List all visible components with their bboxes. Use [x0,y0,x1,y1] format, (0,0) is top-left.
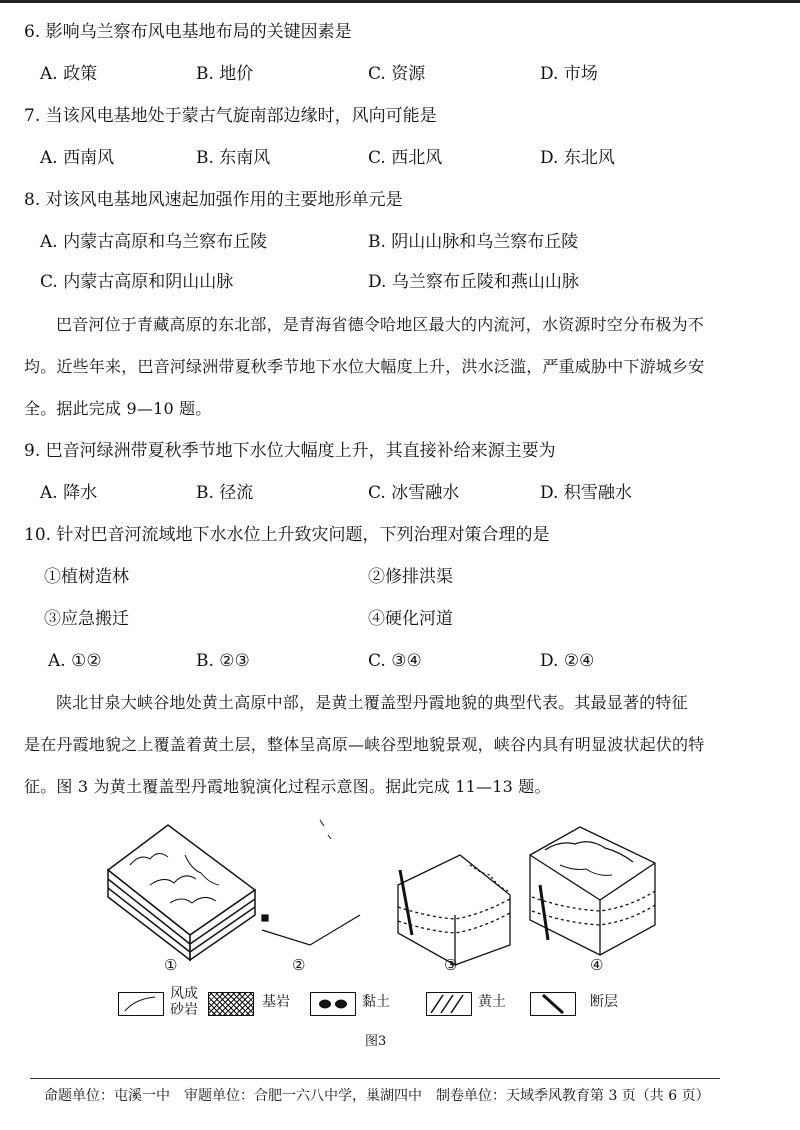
item-10-2: ②修排洪渠 [368,567,453,587]
passage-2-line-2: 是在丹霞地貌之上覆盖着黄土层，整体呈高原—峡谷型地貌景观，峡谷内具有明显波状起伏的特 [24,735,705,754]
option-8a: A. 内蒙古高原和乌兰察布丘陵 [40,232,268,252]
option-8d: D. 乌兰察布丘陵和燕山山脉 [368,272,579,292]
panel-label-4: ④ [590,956,604,974]
fault-pattern-icon [530,992,576,1016]
option-9a: A. 降水 [40,483,98,503]
legend-label-sandstone-2: 砂岩 [170,1002,198,1018]
option-7b: B. 东南风 [196,148,271,168]
passage-2-line-3: 征。图 3 为黄土覆盖型丹霞地貌演化过程示意图。据此完成 11—13 题。 [24,777,551,796]
page-footer: 命题单位：屯溪一中 审题单位：合肥一六八中学，巢湖四中 制卷单位：天域季风教育第 3 页（共 6 页） [44,1088,710,1104]
option-8b: B. 阴山山脉和乌兰察布丘陵 [368,232,579,252]
legend-label-sandstone-1: 风成 [170,986,198,1002]
passage-1-line-3: 全。据此完成 9—10 题。 [24,399,212,418]
option-7d: D. 东北风 [540,148,615,168]
figure-caption: 图3 [365,1034,387,1049]
option-10d: D. ②④ [540,651,595,671]
panel-label-3: ③ [444,956,458,974]
option-6c: C. 资源 [368,64,426,84]
bedrock-pattern-icon [208,992,254,1016]
panel-2-block [262,820,360,945]
panel-label-1: ① [164,956,178,974]
option-6b: B. 地价 [196,64,254,84]
question-6: 6. 影响乌兰察布风电基地布局的关键因素是 [24,22,352,42]
option-7a: A. 西南风 [40,148,115,168]
option-10b: B. ②③ [196,651,250,671]
passage-1-line-1: 巴音河位于青藏高原的东北部，是青海省德令哈地区最大的内流河，水资源时空分布极为不 [56,315,705,334]
option-8c: C. 内蒙古高原和阴山山脉 [40,272,234,292]
loess-pattern-icon [426,992,472,1016]
footer-rule [30,1078,720,1079]
top-rule [0,0,800,3]
passage-2-line-1: 陕北甘泉大峡谷地处黄土高原中部，是黄土覆盖型丹霞地貌的典型代表。其最显著的特征 [56,693,688,712]
option-9b: B. 径流 [196,483,254,503]
option-7c: C. 西北风 [368,148,443,168]
passage-1-line-2: 均。近些年来，巴音河绿洲带夏秋季节地下水位大幅度上升，洪水泛滥，严重威胁中下游城乡安 [24,357,705,376]
legend-label-clay: 黏土 [362,994,390,1010]
option-10c: C. ③④ [368,651,422,671]
legend-label-fault: 断层 [590,994,618,1010]
question-8: 8. 对该风电基地风速起加强作用的主要地形单元是 [24,190,403,210]
panel-3-block [398,855,510,965]
option-9c: C. 冰雪融水 [368,483,460,503]
question-9: 9. 巴音河绿洲带夏秋季节地下水位大幅度上升，其直接补给来源主要为 [24,441,556,461]
clay-pattern-icon [310,992,356,1016]
panel-1-block [108,825,255,960]
item-10-3: ③应急搬迁 [44,609,129,629]
option-10a: A. ①② [48,651,102,671]
option-6a: A. 政策 [40,64,98,84]
option-9d: D. 积雪融水 [540,483,632,503]
panel-label-2: ② [292,956,306,974]
item-10-1: ①植树造林 [44,567,129,587]
option-6d: D. 市场 [540,64,598,84]
item-10-4: ④硬化河道 [368,609,453,629]
legend-label-loess: 黄土 [478,994,506,1010]
legend-label-bedrock: 基岩 [262,994,290,1010]
panel-4-block [530,827,655,955]
question-10: 10. 针对巴音河流域地下水水位上升致灾问题，下列治理对策合理的是 [24,525,550,545]
question-7: 7. 当该风电基地处于蒙古气旋南部边缘时，风向可能是 [24,106,437,126]
wind-sandstone-pattern-icon [118,992,164,1016]
